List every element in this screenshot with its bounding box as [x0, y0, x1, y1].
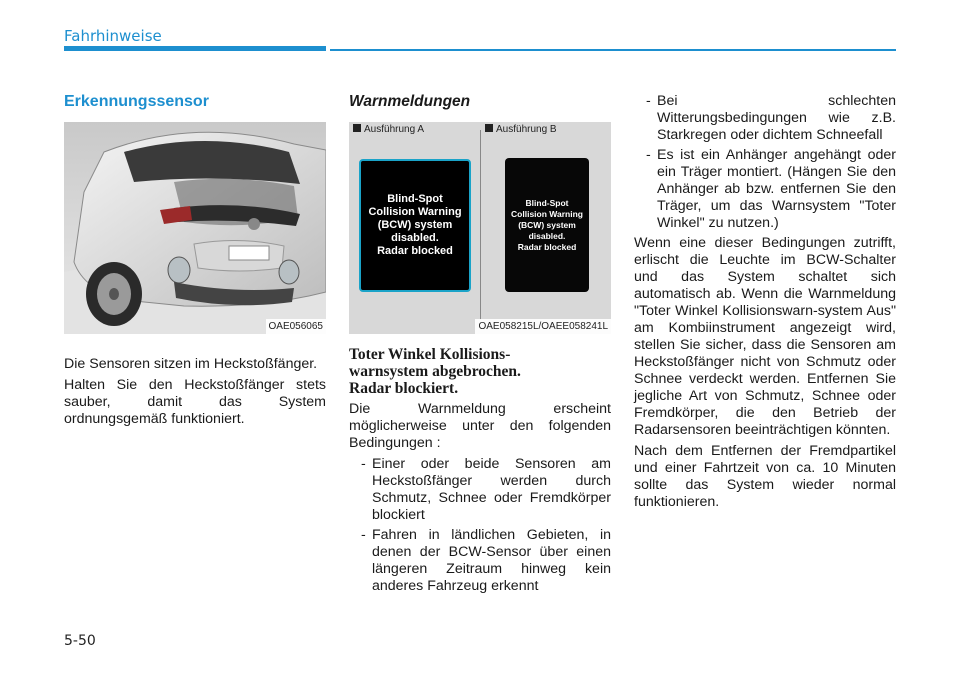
- warning-title: Toter Winkel Kollisions- warnsystem abgebrochen. Radar blockiert.: [349, 346, 521, 397]
- square-bullet-icon: [353, 124, 361, 132]
- list-item: - Einer oder beide Sensoren am Heckstoßfänger werden durch Schmutz, Schnee oder Fremdkörper blockiert: [361, 456, 611, 523]
- figure-code: OAE056065: [266, 319, 327, 334]
- figure-divider: [480, 130, 481, 320]
- section-header-title: Fahrhinweise: [64, 27, 162, 45]
- header-accent-bar: [64, 46, 326, 51]
- heading-warnmeldungen: Warnmeldungen: [349, 93, 471, 110]
- list-item: - Es ist ein Anhänger angehängt oder ein Träger montiert. (Hängen Sie den Anhänger ab bzw. entfernen Sie den Träger, um das Warnsystem "Toter Winkel" zu nutzen.): [646, 147, 896, 231]
- header-rule: [330, 49, 896, 51]
- car-rear-illustration: [64, 122, 326, 334]
- column-conditions: [634, 93, 896, 515]
- list-item: - Fahren in ländlichen Gebieten, in denen der BCW-Sensor über einen längeren Zeitraum hinweg kein anderes Fahrzeug erkennt: [361, 527, 611, 594]
- paragraph: Die Warnmeldung erscheint möglicherweise unter den folgenden Bedingungen :: [349, 401, 611, 451]
- display-screen-a: Blind-Spot Collision Warning (BCW) system disabled. Radar blocked: [359, 159, 471, 292]
- heading-erkennungssensor: Erkennungssensor: [64, 93, 209, 110]
- display-screen-b: Blind-Spot Collision Warning (BCW) system disabled. Radar blocked: [505, 158, 589, 292]
- condition-list: [349, 456, 611, 595]
- list-item: - Bei schlechten Witterungsbedingungen wie z.B. Starkregen oder dichtem Schneefall: [646, 93, 896, 143]
- figure-code: OAE058215L/OAEE058241L: [475, 319, 611, 334]
- condition-list: [634, 93, 896, 232]
- label-version-a: Ausführung A: [353, 124, 424, 135]
- paragraph: Wenn eine dieser Bedingungen zutrifft, erlischt die Leuchte im BCW-Schalter und das System schaltet sich automatisch ab. Wenn die Warnmeldung "Toter Winkel Kollisionswarn-system Aus" am Kombiinstrument angezeigt wird, stellen Sie sicher, dass die Sensoren am Heckstoßfänger nicht von Schmutz oder Schnee verdeckt werden. Entfernen Sie jegliche Art von Schmutz, Schnee oder Fremdkörper, die den Betrieb der Radarsensoren beeinträchtigen könnten.: [634, 235, 896, 438]
- paragraph: Nach dem Entfernen der Fremdpartikel und einer Fahrtzeit von ca. 10 Minuten sollte das System wieder normal funktionieren.: [634, 443, 896, 510]
- column-warnings: [349, 92, 611, 598]
- label-version-b: Ausführung B: [485, 124, 557, 135]
- page-number: 5-50: [64, 633, 96, 649]
- square-bullet-icon: [485, 124, 493, 132]
- car-rear-drawing: [64, 122, 326, 334]
- paragraph: Die Sensoren sitzen im Heckstoßfänger.: [64, 356, 318, 372]
- warning-display-figure: [349, 122, 611, 334]
- paragraph: Halten Sie den Heckstoßfänger stets sauber, damit das System ordnungsgemäß funktioniert.: [64, 377, 326, 427]
- column-sensor: [64, 92, 326, 432]
